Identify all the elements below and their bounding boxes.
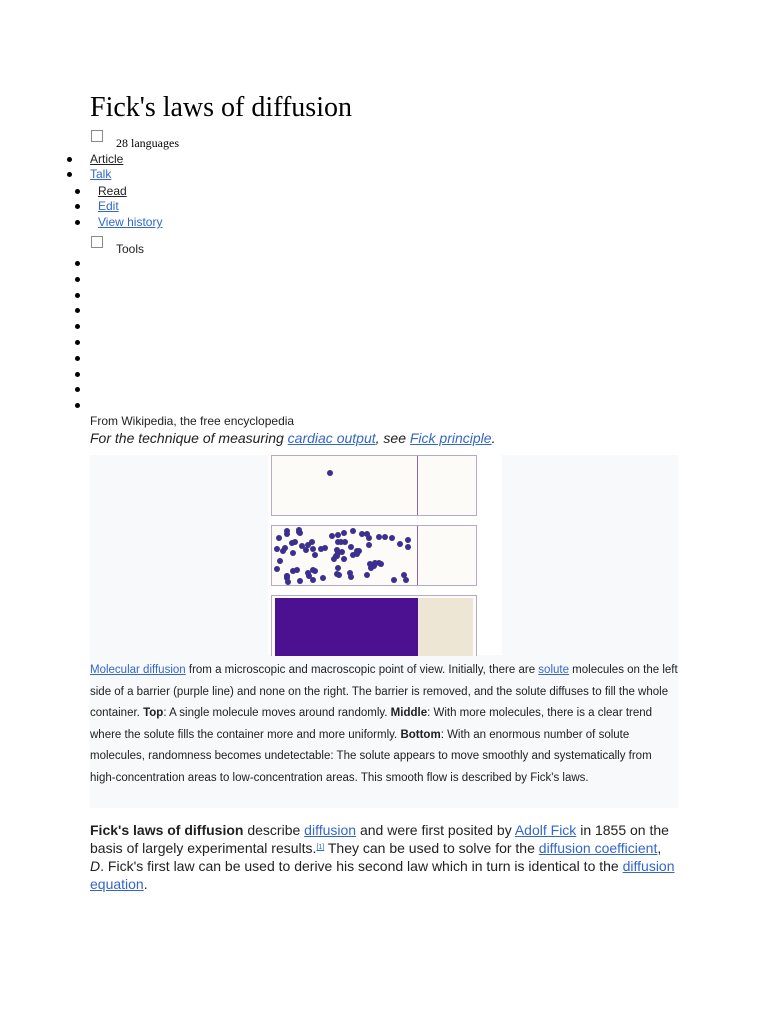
molecule-dot <box>359 531 365 537</box>
bullet-icon <box>75 277 80 282</box>
link-diffusion[interactable]: diffusion <box>304 822 357 838</box>
tools-toggle-checkbox[interactable] <box>91 236 103 248</box>
bullet-icon <box>75 220 80 225</box>
molecule-dot <box>277 558 283 564</box>
molecule-dot <box>297 578 303 584</box>
tab-edit[interactable]: Edit <box>98 199 119 213</box>
molecule-dot <box>348 574 354 580</box>
link-solute[interactable]: solute <box>538 664 569 676</box>
bullet-icon <box>75 204 80 209</box>
molecule-dot <box>284 531 290 537</box>
bullet-icon <box>75 308 80 313</box>
link-diffusion-equation[interactable]: diffusion equation <box>90 858 675 892</box>
molecule-dot <box>335 565 341 571</box>
bullet-icon <box>75 293 80 298</box>
molecule-dot <box>338 539 344 545</box>
bullet-icon <box>75 324 80 329</box>
molecule-dot <box>366 542 372 548</box>
molecule-dot <box>366 535 372 541</box>
bullet-icon <box>75 189 80 194</box>
molecule-dot <box>282 545 288 551</box>
lead-paragraph: Fick's laws of diffusion describe diffusion and were first posited by Adolf Fick in 1855 on the basis of largely experimental results.[1] They can be used to solve for the diffusion coefficient, D. Fick's first law can be used to derive his second law which in turn is identical to the diffusion equation. <box>90 822 675 892</box>
hatnote: For the technique of measuring cardiac output, see Fick principle. <box>90 430 496 446</box>
molecule-dot <box>364 572 370 578</box>
molecule-dot <box>348 544 354 550</box>
molecule-dot <box>290 568 296 574</box>
figure <box>90 455 678 808</box>
languages-toggle-checkbox[interactable] <box>91 130 103 142</box>
link-fick-principle[interactable]: Fick principle <box>409 430 492 446</box>
molecule-dot <box>299 543 305 549</box>
bullet-icon <box>75 340 80 345</box>
molecule-dot <box>327 470 333 476</box>
molecule-dot <box>305 570 311 576</box>
tab-article[interactable]: Article <box>90 152 124 166</box>
molecule-dot <box>292 539 298 545</box>
bullet-icon <box>67 157 72 162</box>
molecule-dot <box>372 560 378 566</box>
bullet-icon <box>75 261 80 266</box>
page-title: Fick's laws of diffusion <box>90 92 352 123</box>
barrier-line <box>417 526 418 585</box>
panel-bottom-continuum <box>271 595 477 656</box>
panel-middle-many-molecules <box>271 525 477 586</box>
molecule-dot <box>391 577 397 583</box>
tab-read[interactable]: Read <box>98 184 127 198</box>
molecule-dot <box>274 566 280 572</box>
molecule-dot <box>276 535 282 541</box>
molecule-dot <box>312 552 318 558</box>
molecule-dot <box>405 537 411 543</box>
barrier-line <box>417 456 418 515</box>
reference-1[interactable]: [1] <box>316 844 325 851</box>
bullet-icon <box>75 356 80 361</box>
molecule-dot <box>350 528 356 534</box>
molecule-dot <box>285 579 291 585</box>
figure-caption: Molecular diffusion from a microscopic and macroscopic point of view. Initially, there are solute molecules on the left side of a barrier (purple line) and none on the right. The barrier is removed, and the solute diffuses to fill the whole container. Top: A single molecule moves around randomly. Middle: With more molecules, there is a clear trend where the solute fills the container more and more uniformly. Bottom: With an enormous number of solute molecules, randomness becomes undetectable: The solute appears to move smoothly and systematically from high-concentration areas to low-concentration areas. This smooth flow is described by Fick's laws. <box>90 664 678 784</box>
site-tagline: From Wikipedia, the free encyclopedia <box>90 414 295 428</box>
solvent-fill <box>418 598 473 656</box>
molecule-dot <box>320 575 326 581</box>
molecule-dot <box>329 533 335 539</box>
molecule-dot <box>336 572 342 578</box>
molecule-dot <box>296 527 302 533</box>
link-molecular-diffusion[interactable]: Molecular diffusion <box>90 664 186 676</box>
link-diffusion-coefficient[interactable]: diffusion coefficient <box>538 840 658 856</box>
molecule-dot <box>274 546 280 552</box>
molecule-dot <box>405 544 411 550</box>
bullet-icon <box>75 372 80 377</box>
molecule-dot <box>401 572 407 578</box>
link-cardiac-output[interactable]: cardiac output <box>287 430 376 446</box>
molecule-dot <box>389 535 395 541</box>
solute-fill <box>275 598 418 656</box>
molecule-dot <box>310 577 316 583</box>
tools-label[interactable]: Tools <box>116 242 145 256</box>
molecule-dot <box>284 573 290 579</box>
molecule-dot <box>341 530 347 536</box>
diffusion-animation-image[interactable] <box>268 455 502 655</box>
tab-view-history[interactable]: View history <box>98 215 163 229</box>
tab-talk[interactable]: Talk <box>90 167 112 181</box>
molecule-dot <box>290 550 296 556</box>
languages-label[interactable]: 28 languages <box>116 136 179 150</box>
bullet-icon <box>75 403 80 408</box>
panel-top-single-molecule <box>271 455 477 516</box>
molecule-dot <box>354 551 360 557</box>
molecule-dot <box>318 546 324 552</box>
link-adolf-fick[interactable]: Adolf Fick <box>514 822 577 838</box>
molecule-dot <box>341 556 347 562</box>
molecule-dot <box>382 534 388 540</box>
bullet-icon <box>75 387 80 392</box>
bullet-icon <box>67 172 72 177</box>
molecule-dot <box>310 546 316 552</box>
molecule-dot <box>397 541 403 547</box>
molecule-dot <box>334 547 340 553</box>
